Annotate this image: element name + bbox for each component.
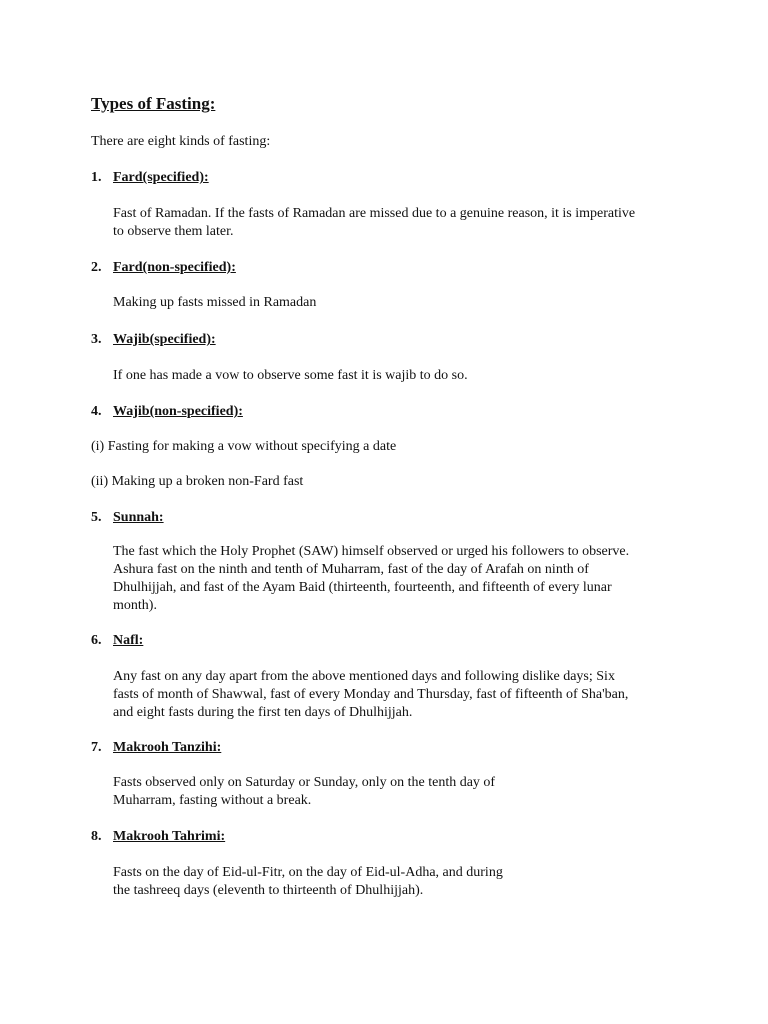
text-line: fasts of month of Shawwal, fast of every Monday and Thursday, fast of fifteenth of Sha'ban, — [113, 687, 629, 702]
item-heading-label: Wajib(specified): — [113, 332, 216, 347]
text-line: the tashreeq days (eleventh to thirteenth of Dhulhijjah). — [113, 883, 424, 898]
intro-text: There are eight kinds of fasting: — [91, 134, 271, 149]
item-description — [113, 543, 693, 615]
text-line: Fast of Ramadan. If the fasts of Ramadan are missed due to a genuine reason, it is imperative — [113, 206, 636, 221]
item-heading-sunnah — [91, 509, 164, 527]
item-description — [113, 205, 693, 241]
item-description — [113, 668, 693, 722]
item-heading-label: Nafl: — [113, 633, 144, 648]
item-description — [113, 367, 693, 385]
item-description — [113, 774, 693, 810]
text-line: Fasts on the day of Eid-ul-Fitr, on the day of Eid-ul-Adha, and during — [113, 865, 503, 880]
item-heading-wajib-specified — [91, 331, 216, 349]
item-heading-nafl — [91, 632, 143, 650]
text-line: The fast which the Holy Prophet (SAW) himself observed or urged his followers to observe. — [113, 544, 630, 559]
text-line: and eight fasts during the first ten days of Dhulhijjah. — [113, 705, 413, 720]
text-line: Making up fasts missed in Ramadan — [113, 295, 317, 310]
item-heading-label: Fard(specified): — [113, 170, 209, 185]
item-heading-label: Sunnah: — [113, 510, 164, 525]
text-line: Any fast on any day apart from the above mentioned days and following dislike days; Six — [113, 669, 615, 684]
item-heading-makrooh-tanzihi — [91, 739, 221, 757]
item-heading-makrooh-tahrimi — [91, 828, 225, 846]
text-line: to observe them later. — [113, 224, 234, 239]
item-heading-label: Makrooh Tanzihi: — [113, 740, 222, 755]
item-number: 4. — [91, 404, 102, 419]
document-title: Types of Fasting: — [91, 94, 216, 113]
item-heading-label: Wajib(non-specified): — [113, 404, 243, 419]
text-line: Muharram, fasting without a break. — [113, 793, 312, 808]
item-description — [113, 864, 693, 900]
item-number: 6. — [91, 633, 102, 648]
item-number: 5. — [91, 510, 102, 525]
sub-item: (i) Fasting for making a vow without specifying a date — [91, 439, 397, 454]
item-number: 1. — [91, 170, 102, 185]
item-number: 3. — [91, 332, 102, 347]
text-line: If one has made a vow to observe some fast it is wajib to do so. — [113, 368, 468, 383]
text-line: Fasts observed only on Saturday or Sunday, only on the tenth day of — [113, 775, 496, 790]
item-heading-label: Makrooh Tahrimi: — [113, 829, 226, 844]
sub-item: (ii) Making up a broken non-Fard fast — [91, 474, 304, 489]
item-heading-fard-non-specified — [91, 259, 236, 277]
item-number: 2. — [91, 260, 102, 275]
item-description — [113, 294, 693, 312]
item-heading-fard-specified — [91, 169, 209, 187]
item-heading-label: Fard(non-specified): — [113, 260, 236, 275]
text-line: Dhulhijjah, and fast of the Ayam Baid (thirteenth, fourteenth, and fifteenth of every lunar — [113, 580, 612, 595]
item-number: 7. — [91, 740, 102, 755]
item-number: 8. — [91, 829, 102, 844]
item-heading-wajib-non-specified — [91, 403, 243, 421]
text-line: month). — [113, 598, 157, 613]
text-line: Ashura fast on the ninth and tenth of Muharram, fast of the day of Arafah on ninth of — [113, 562, 589, 577]
